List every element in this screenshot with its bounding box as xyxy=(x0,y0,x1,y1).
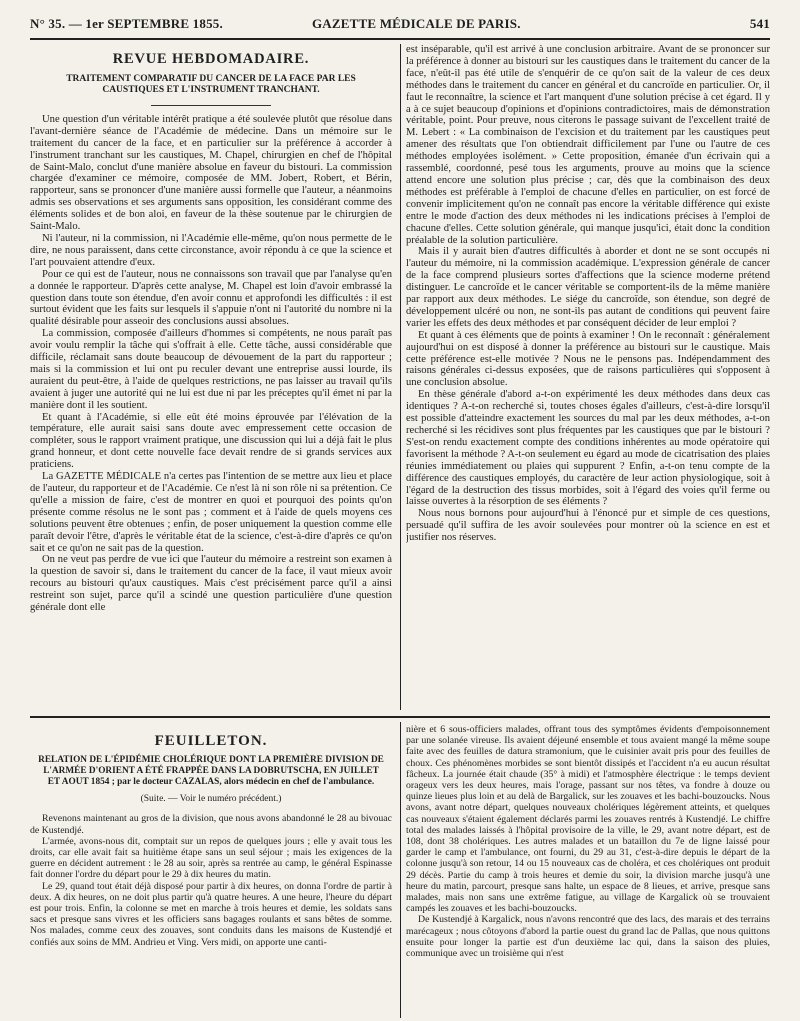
revue-paragraph: Ni l'auteur, ni la commission, ni l'Académie elle-même, qu'on nous permette de le dire, ne nous paraissent, dans cette circonstance, avoir répondu à ce que la science et l'art pouvaient attendre d'eux. xyxy=(30,232,392,268)
revue-paragraph: En thèse générale d'abord a-t-on expérimenté les deux méthodes dans deux cas identiques ? A-t-on recherché si, toutes choses égales d'ailleurs, c'est-à-dire lorsqu'il est possible d'atteindre exactement les sources du mal par les deux méthodes, a-t-on recherché si les récidives sont plus fréquentes par les caustiques que par le bistouri ? S'est-on rendu exactement compte des conditions inhérentes au mode opératoire qui favorisent la méthode ? A-t-on seulement eu égard au mode de cicatrisation des plaies réunies immédiatement ou plaies qui suppurent ? Enfin, a-t-on tenu compte de la différence des caustiques employés, du caractère de leur action physiologique, soit à l'égard de la destruction des tissus morbides, soit à l'égard des voies qu'il ferme ou laisse ouvertes à la résorption de ses éléments ? xyxy=(406,389,770,508)
feuilleton-subtitle: RELATION DE L'ÉPIDÉMIE CHOLÉRIQUE DONT LA PREMIÈRE DIVISION DE L'ARMÉE D'ORIENT A ÉTÉ FRAPPÉE DANS LA DOBRUTSCHA, EN JUILLET ET AOUT 1854 ; par le docteur CAZALAS, alors médecin en chef de l'ambulance. xyxy=(38,755,384,788)
column-divider-top xyxy=(400,44,401,710)
feuilleton-suite: (Suite. — Voir le numéro précédent.) xyxy=(140,794,282,805)
revue-paragraph: La commission, composée d'ailleurs d'hommes si compétents, ne nous paraît pas avoir voulu remplir la tâche qui s'offrait à elle. Cette tâche, aussi considérable que difficile, réclamait sans doute beaucoup de dévouement de la part du rapporteur ; mais si la commission et lui ont pu reculer devant une entreprise aussi lourde, ils auraient du peut-être, à l'aide de quelques restrictions, ne pas laisser au travail qu'ils avaient à juger une autorité qui ne lui est due ni par les préceptes qu'il émet ni par la manière dont il les soutient. xyxy=(30,328,392,411)
feuilleton-right-column xyxy=(406,724,770,1018)
feuilleton-paragraph: De Kustendjé à Kargalick, nous n'avons rencontré que des lacs, des marais et des terrains marécageux ; nous côtoyons d'abord la partie ouest du grand lac de Pallas, que nous quittons ensuite pour longer la partie est d'un deuxième lac qui, dans la saison des pluies, communique avec un troisième qui n'est xyxy=(406,914,770,960)
revue-paragraph: La GAZETTE MÉDICALE n'a certes pas l'intention de se mettre aux lieu et place de l'auteur, du rapporteur et de l'Académie. Ce n'est là ni son rôle ni sa prétention. Ce qu'elle a mission de faire, c'est de montrer en quoi et pourquoi des points qu'on présente comme résolus ne le sont pas ; comment et à l'aide de quels moyens ces solutions peuvent être obtenues ; enfin, de poser uniquement la question comme elle paraît devoir l'être, d'après le véritable état de la science, c'est-à-dire d'après ce qu'on sait et ce qu'on ne sait pas de la question. xyxy=(30,471,392,554)
revue-subtitle: TRAITEMENT COMPARATIF DU CANCER DE LA FACE PAR LES CAUSTIQUES ET L'INSTRUMENT TRANCHANT. xyxy=(66,73,356,95)
revue-paragraph: On ne veut pas perdre de vue ici que l'auteur du mémoire a restreint son examen à la question de savoir si, dans le traitement du cancer de la face, il vaut mieux avoir recours au bistouri qu'aux caustiques. Mais c'est précisément parce qu'il a ainsi restreint son sujet, parce qu'il a scindé une question particulière d'une question générale dont elle xyxy=(30,554,392,614)
feuilleton-left-column xyxy=(30,722,392,1018)
page-number: 541 xyxy=(749,16,770,31)
revue-paragraph: Mais il y aurait bien d'autres difficultés à aborder et dont ne se sont occupés ni l'auteur du mémoire, ni la commission académique. L'expression générale de cancer de la face comprend plusieurs sortes d'affections que la science moderne prétend distinguer. Le cancroïde et le cancer véritable se comportent-ils de la même manière par rapport aux deux méthodes. Le siége du cancroïde, son étendue, son degré de développement ulcéré ou non, ne sont-ils pas autant de conditions qui peuvent faire varier les effets des deux méthodes et par conséquent décider de leur emploi ? xyxy=(406,246,770,329)
revue-paragraph: Et quant à l'Académie, si elle eût été moins éprouvée par l'élévation de la température, elle aurait saisi sans doute avec empressement cette occasion de compléter, sous le rapport vraiment pratique, une discussion qui lui a déjà fait le plus grand honneur, et dont cette nouvelle face devait rendre de si grands services aux praticiens. xyxy=(30,411,392,471)
feuilleton-paragraph: L'armée, avons-nous dit, comptait sur un repos de quelques jours ; elle y avait tous les droits, car elle avait fait sa huitième étape sans un seul séjour ; mais les exigences de la guerre en décident autrement : le 28 au soir, après sa rentrée au camp, le général Espinasse fait donner l'ordre du départ pour le 29 à dix heures du matin. xyxy=(30,835,392,881)
issue-date: N° 35. — 1er SEPTEMBRE 1855. xyxy=(30,16,223,31)
revue-paragraph: Pour ce qui est de l'auteur, nous ne connaissons son travail que par l'analyse qu'en a donnée le rapporteur. D'après cette analyse, M. Chapel est loin d'avoir embrassé la question dans toute son étendue, d'en avoir connu et approfondi les difficultés : il est surtout évident que les faits sur lesquels il s'appuie n'ont ni l'autorité du nombre ni la qualité désirable pour asseoir des conclusions aussi absolues. xyxy=(30,268,392,328)
journal-title: GAZETTE MÉDICALE DE PARIS. xyxy=(312,16,521,31)
header-rule xyxy=(30,38,770,40)
column-divider-bottom xyxy=(400,722,401,1018)
feuilleton-paragraph: Revenons maintenant au gros de la division, que nous avons abandonné le 28 au bivouac de Kustendjé. xyxy=(30,813,392,836)
feuilleton-heading: FEUILLETON. xyxy=(154,733,268,749)
revue-paragraph: Une question d'un véritable intérêt pratique a été soulevée plutôt que résolue dans l'avant-dernière séance de l'Académie de médecine. Dans un mémoire sur le traitement du cancer de la face, et en particulier sur la préférence à accorder à l'instrument tranchant sur les caustiques, M. Chapel, chirurgien en chef de l'hôpital de Saint-Malo, conclut d'une manière absolue en faveur du bistouri. La commission chargée d'examiner ce mémoire, composée de MM. Jobert, Robert, et Bérin, rapporteur, sans se prononcer d'une manière aussi formelle que l'auteur, a néanmoins admis ses observations et ses arguments sans opposition, les considérant comme des éléments solides et de bon aloi, en faveur de la thèse soutenue par le chirurgien de Saint-Malo. xyxy=(30,113,392,233)
revue-paragraph: Nous nous bornons pour aujourd'hui à l'énoncé pur et simple de ces questions, persuadé qu'il suffira de les avoir soulevées pour montrer où la science en est et justifier nos réserves. xyxy=(406,508,770,544)
revue-paragraph: Et quant à ces éléments que de points à examiner ! On le reconnaît : généralement aujourd'hui on est disposé à donner la préférence au bistouri sur le caustique. Mais cette préférence est-elle motivée ? Nous ne le pensons pas. Indépendamment des raisons générales ci-dessus exposées, que de raisons particulières qui s'opposent à une conclusion absolue. xyxy=(406,329,770,389)
revue-left-column xyxy=(30,44,392,710)
revue-right-column xyxy=(406,44,770,710)
feuilleton-rule xyxy=(30,716,770,718)
feuilleton-paragraph: Le 29, quand tout était déjà disposé pour partir à dix heures, on donna l'ordre de partir à deux. A dix heures, on ne doit plus partir qu'à quatre heures. A une heure, l'heure du départ est pour trois. Enfin, la colonne se met en marche à trois heures et demie, les soldats sans sacs et presque sans vivres et les officiers sans bagages roulants et sans bêtes de somme. Nos malades, comme ceux des zouaves, sont conduits dans les maisons de Kustendjé et confiés aux soins de MM. Andrieu et Ving. Vers midi, on apporte une canti- xyxy=(30,880,392,948)
subtitle-divider xyxy=(151,105,271,106)
page-header xyxy=(30,14,770,36)
feuilleton-paragraph: nière et 6 sous-officiers malades, offrant tous des symptômes évidents d'empoisonnement par une solanée vireuse. Ils avaient déjeuné ensemble et tous avaient mangé la même soupe faite avec des feuilles de datura stramonium, que le cuisinier avait pris pour des feuilles de choux. Ces phénomènes morbides se sont bientôt dissipés et l'accident n'a eu aucun résultat fâcheux. La journée était chaude (35° à midi) et l'atmosphère électrique : le temps devient orageux vers les deux heures, mais l'orage, passant sur nos têtes, va fondre à douze ou quinze lieues plus loin et au delà de Bargalick, sur les zouaves et les bachi-bouzoucks. Nous avons, avant notre départ, quelques nouveaux cholériques légèrement atteints, et quelques cas nouveaux s'étaient également déclarés parmi les zouaves rentrés à Kustendjé. Le chiffre total des malades laissés à l'hôpital provisoire de la ville, le 29, avant notre départ, est de 108, dont 38 cholériques. Les autres malades et un bataillon du 7e de ligne laissé pour garder le camp et l'ambulance, ont fourni, du 29 au 31, c'est-à-dire depuis le départ de la colonne jusqu'à son retour, 14 ou 15 nouveaux cas de choléra, et ces cholériques ont produit 29 décès. Partie du camp à trois heures et demie du soir, la division marche jusqu'à une heure du matin, parcourt, presque sans halte, un espace de 8 lieues, et arrive, presque sans malades, mais non sans une extrême fatigue, au village de Kargalick où se trouvaient campés les zouaves et les bachi-bouzoucks. xyxy=(406,724,770,915)
revue-heading: REVUE HEBDOMADAIRE. xyxy=(112,51,310,67)
revue-paragraph: est inséparable, qu'il est arrivé à une conclusion arbitraire. Avant de se prononcer sur la préférence à donner au bistouri sur les caustiques dans le traitement du cancer de la face, n'eût-il pas été utile de s'enquérir de ce qu'on sait de la valeur de ces deux méthodes dans le traitement du cancer en général et du cancroïde en particulier. Or, il faut le reconnaître, la science et l'art manquent d'une solution précise à cet égard. Il y a à ce sujet beaucoup d'opinions et d'opinions contradictoires, mais de démonstration véritable, point. Pour preuve, nous citerons le passage suivant de l'excellent traité de M. Lebert : « La combinaison de l'excision et du traitement par les caustiques peut amener des résultats que l'on obtiendrait difficilement par l'une ou l'autre de ces méthodes employées isolément. » Cette proposition, émanée d'un écrivain qui a rassemblé, coordonné, pesé tous les arguments, prouve au moins que la science attend encore une solution plus précise ; car, dès que la combinaison des deux méthodes est préférable à l'emploi de chacune d'elles en particulier, on est forcé de convenir implicitement qu'on ne connaît pas encore la véritable différence qui existe entre le mode d'action des deux méthodes ni les indications précises à l'emploi de chacune d'elles. Cette solution générale, qui manque jusqu'ici, était donc la condition préalable de la solution particulière. xyxy=(406,44,770,246)
